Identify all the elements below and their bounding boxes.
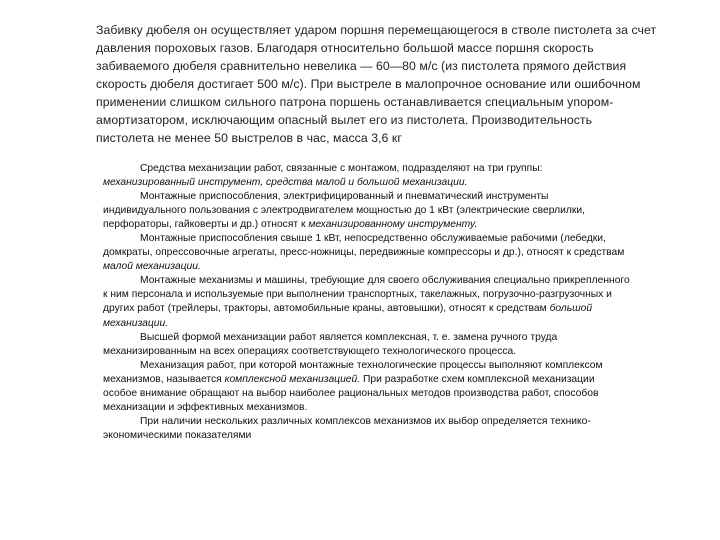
top-paragraph-line: пистолета не менее 50 выстрелов в час, масса 3,6 кг [96, 131, 402, 145]
paragraph-line [103, 302, 697, 316]
paragraph-line: индивидуального пользования с электродвигателем мощностью до 1 кВт (электрические сверлилки, [103, 205, 585, 217]
paragraph-line: особое внимание обращают на выбор наиболее рациональных методов производства работ, способов [103, 387, 599, 399]
emphasis-text: малой механизации. [103, 261, 201, 273]
top-paragraph-line: скорость дюбеля достигает 500 м/с). При выстреле в малопрочное основание или ошибочном [96, 77, 641, 91]
paragraph-line [103, 373, 697, 387]
paragraph-line: механизации и эффективных механизмов. [103, 401, 308, 413]
paragraph-line: Высшей формой механизации работ является комплексная, т. е. замена ручного труда [140, 331, 558, 343]
emphasis-text: механизированный инструмент, средства малой и большой механизации. [103, 177, 468, 189]
paragraph-line: Средства механизации работ, связанные с монтажом, подразделяют на три группы: [140, 163, 543, 174]
top-paragraph-line: Забивку дюбеля он осуществляет ударом поршня перемещающегося в стволе пистолета за счет [96, 23, 657, 37]
paragraph-line: экономическими показателями [103, 429, 252, 441]
paragraph-line: Механизация работ, при которой монтажные технологические процессы выполняют комплексом [140, 359, 603, 371]
emphasis-text: механизации. [103, 317, 169, 329]
emphasis-text: механизированному инструменту. [308, 219, 478, 231]
emphasis-text: большой [549, 303, 593, 315]
body-text [103, 162, 697, 443]
paragraph-line [103, 176, 697, 190]
top-paragraph-line: забиваемого дюбеля сравнительно невелика — 60—80 м/с (из пистолета прямого действия [96, 59, 627, 73]
paragraph-line [103, 260, 697, 274]
paragraph-line: При наличии нескольких различных комплексов механизмов их выбор определяется технико- [140, 415, 591, 427]
plain-text: механизмов, называется [103, 373, 225, 385]
plain-text: При разработке схем комплексной механизации [360, 373, 595, 385]
top-paragraph-line: амортизатором, исключающим опасный вылет его из пистолета. Производительность [96, 113, 593, 127]
plain-text: других работ (трейлеры, тракторы, автомобильные краны, автовышки), относят к средствам [103, 303, 550, 315]
paragraph-line: Монтажные приспособления свыше 1 кВт, непосредственно обслуживаемые рабочими (лебедки, [140, 233, 606, 245]
top-paragraph [96, 21, 696, 147]
paragraph-line: Монтажные механизмы и машины, требующие для своего обслуживания специально прикрепленного [140, 275, 630, 287]
paragraph-line: к ним персонала и используемые при выполнении транспортных, такелажных, погрузочно-разгрузочных и [103, 289, 612, 301]
paragraph-line: Монтажные приспособления, электрифицированный и пневматический инструменты [140, 191, 549, 203]
top-paragraph-line: применении слишком сильного патрона поршень останавливается специальным упором- [96, 95, 614, 109]
paragraph-line: механизированным на всех операциях соответствующего технологического процесса. [103, 345, 517, 357]
paragraph-line: домкраты, опрессовочные агрегаты, пресс-ножницы, передвижные компрессоры и др.), относят к средствам [103, 247, 625, 259]
paragraph-line [103, 218, 697, 232]
top-paragraph-line: давления пороховых газов. Благодаря относительно большой массе поршня скорость [96, 41, 594, 55]
plain-text: перфораторы, гайковерты и др.) относят к [103, 219, 309, 231]
emphasis-text: комплексной механизацией. [224, 373, 361, 385]
paragraph-line [103, 317, 697, 331]
